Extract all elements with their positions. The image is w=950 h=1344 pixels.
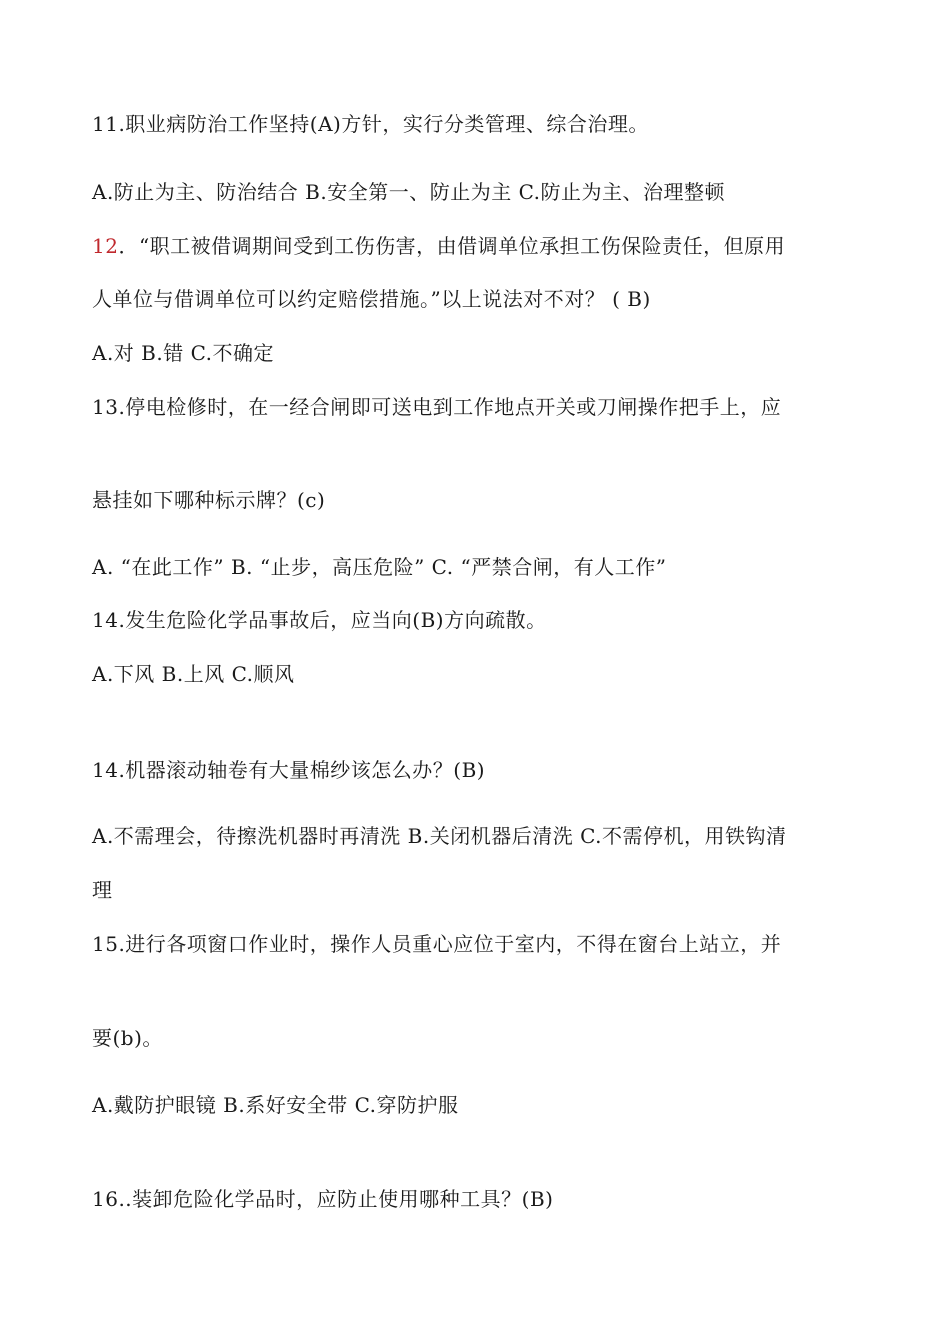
question-16-text: 16..装卸危险化学品时，应防止使用哪种工具？(B): [92, 1187, 554, 1211]
question-12-text: ．“职工被借调期间受到工伤伤害，由借调单位承担工伤保险责任，但原用: [118, 234, 786, 258]
question-14b-text: 14.机器滚动轴卷有大量棉纱该怎么办？(B): [92, 758, 486, 782]
question-15-line-1: 15.进行各项窗口作业时，操作人员重心应位于室内，不得在窗台上站立，并: [92, 932, 782, 956]
question-14b-options-line-2: 理: [92, 878, 113, 902]
question-13-options: A. “在此工作” B. “止步，高压危险” C. “严禁合闸，有人工作”: [92, 555, 667, 579]
question-13-line-2: 悬挂如下哪种标示牌？(c): [92, 488, 326, 512]
question-11-text: 11.职业病防治工作坚持(A)方针，实行分类管理、综合治理。: [92, 112, 649, 136]
question-13-line-1: 13.停电检修时，在一经合闸即可送电到工作地点开关或刀闸操作把手上，应: [92, 395, 782, 419]
question-14a-options: A.下风 B.上风 C.顺风: [92, 662, 295, 686]
question-12-line-1: [92, 232, 785, 260]
question-12-options: A.对 B.错 C.不确定: [92, 341, 275, 365]
question-14b-options-line-1: A.不需理会，待擦洗机器时再清洗 B.关闭机器后清洗 C.不需停机，用铁钩清: [92, 824, 787, 848]
question-15-options: A.戴防护眼镜 B.系好安全带 C.穿防护服: [92, 1093, 459, 1117]
question-14a-text: 14.发生危险化学品事故后，应当向(B)方向疏散。: [92, 608, 547, 632]
question-11-options: A.防止为主、防治结合 B.安全第一、防止为主 C.防止为主、治理整顿: [92, 180, 726, 204]
question-12-number: 12: [92, 234, 119, 258]
question-15-line-2: 要(b)。: [92, 1026, 163, 1050]
question-12-line-2: 人单位与借调单位可以约定赔偿措施。”以上说法对不对？ ( B): [92, 287, 651, 311]
